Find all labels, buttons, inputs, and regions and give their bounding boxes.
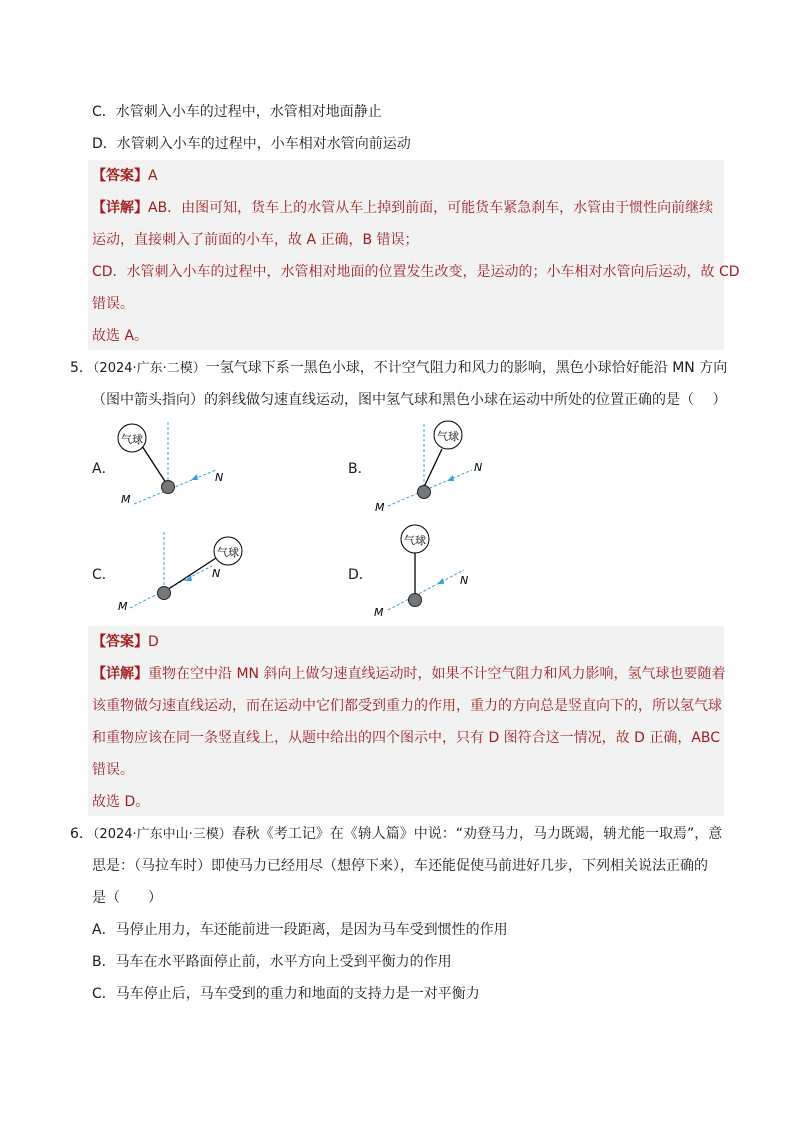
direction-arrow-icon [447, 475, 454, 481]
q5-diagram-a [112, 418, 232, 518]
mn-path-line [388, 570, 464, 610]
q6-option-a: A．马停止用力，车还能前进一段距离，是因为马车受到惯性的作用 [92, 922, 508, 938]
q5-option-d-label: D． [348, 567, 373, 583]
q5-detail-line-1 [92, 664, 725, 684]
q6-stem-line-1 [70, 824, 722, 845]
q5-conclusion: 故选 D。 [92, 794, 150, 810]
detail-text: 重物在空中沿 MN 斜向上做匀速直线运动时，如果不计空气阻力和风力影响，氢气球也要随着 [148, 666, 726, 682]
question-source: （2024·广东·二模） [92, 361, 206, 376]
label-m: M [121, 493, 131, 506]
answer-tag: 【答案】 [92, 634, 148, 650]
q6-stem-line-2: 思是：（马拉车时）即使马力已经用尽（想停下来），车还能促使马前进好几步，下列相关说法正确的 [92, 858, 708, 874]
q5-stem-line-2: （图中箭头指向）的斜线做匀速直线运动，图中氢气球和黑色小球在运动中所处的位置正确的是（ ） [92, 392, 727, 408]
direction-arrow-icon [437, 578, 444, 584]
black-ball [158, 587, 171, 600]
q6-stem-line-3: 是（ ） [92, 890, 162, 906]
q5-detail-line-3: 和重物应该在同一条竖直线上，从题中给出的四个图示中，只有 D 图符合这一情况，故 D 正确，ABC [92, 730, 721, 746]
balloon-label: 气球 [404, 534, 426, 547]
q5-option-c-label: C． [92, 567, 116, 583]
q4-answer [92, 166, 158, 186]
q5-answer [92, 632, 159, 652]
q4-option-c: C．水管刺入小车的过程中，水管相对地面静止 [92, 104, 382, 120]
q4-answer-box [88, 160, 740, 350]
q4-option-d: D．水管刺入小车的过程中，小车相对水管向前运动 [92, 136, 411, 152]
balloon-label: 气球 [217, 546, 239, 559]
q5-option-a-label: A． [92, 461, 116, 477]
q5-option-b-label: B． [348, 461, 372, 477]
answer-tag: 【答案】 [92, 168, 148, 184]
balloon-label: 气球 [121, 433, 143, 446]
stem-text: 一氢气球下系一黑色小球，不计空气阻力和风力的影响，黑色小球恰好能沿 MN 方向 [205, 360, 728, 376]
q5-diagram-c [112, 530, 262, 620]
q5-diagram-d [368, 522, 498, 622]
q6-option-c: C．马车停止后，马车受到的重力和地面的支持力是一对平衡力 [92, 986, 480, 1002]
label-n: N [212, 567, 221, 580]
q4-detail-line-2: 运动，直接刺入了前面的小车，故 A 正确，B 错误； [92, 232, 419, 248]
q4-conclusion: 故选 A。 [92, 328, 149, 344]
q5-detail-line-2: 该重物做匀速直线运动，而在运动中它们都受到重力的作用，重力的方向总是竖直向下的，所以氢气球 [92, 698, 722, 714]
detail-text: AB．由图可知，货车上的水管从车上掉到前面，可能货车紧急刹车，水管由于惯性向前继续 [148, 200, 714, 216]
string-line [424, 449, 442, 487]
detail-tag: 【详解】 [92, 200, 148, 216]
q4-detail-line-1 [92, 198, 713, 218]
black-ball [418, 486, 431, 499]
q4-detail-line-4: 错误。 [92, 296, 134, 312]
q5-answer-box [88, 626, 724, 816]
string-line [164, 558, 216, 592]
q5-stem-line-1 [70, 358, 727, 379]
label-n: N [215, 471, 224, 484]
answer-value: D [148, 634, 159, 650]
q5-diagram-b [368, 418, 498, 518]
q6-option-b: B．马车在水平路面停止前，水平方向上受到平衡力的作用 [92, 954, 452, 970]
question-source: （2024·广东中山·三模） [92, 827, 232, 842]
label-m: M [118, 600, 128, 613]
string-line [142, 446, 168, 486]
black-ball [162, 481, 175, 494]
direction-arrow-icon [191, 474, 198, 480]
balloon-label: 气球 [437, 430, 459, 443]
detail-tag: 【详解】 [92, 666, 148, 682]
question-number: 6． [70, 826, 93, 842]
stem-text: 春秋《考工记》在《辀人篇》中说：“劝登马力，马力既竭，辀尤能一取焉”，意 [231, 826, 723, 842]
label-n: N [474, 461, 483, 474]
black-ball [409, 594, 422, 607]
q4-detail-line-3: CD．水管刺入小车的过程中，水管相对地面的位置发生改变，是运动的；小车相对水管向后运动，故 CD [92, 264, 740, 280]
label-n: N [460, 574, 469, 587]
label-m: M [375, 501, 385, 514]
answer-value: A [148, 168, 158, 184]
q5-detail-line-4: 错误。 [92, 762, 134, 778]
label-m: M [374, 606, 384, 619]
question-number: 5． [70, 360, 93, 376]
